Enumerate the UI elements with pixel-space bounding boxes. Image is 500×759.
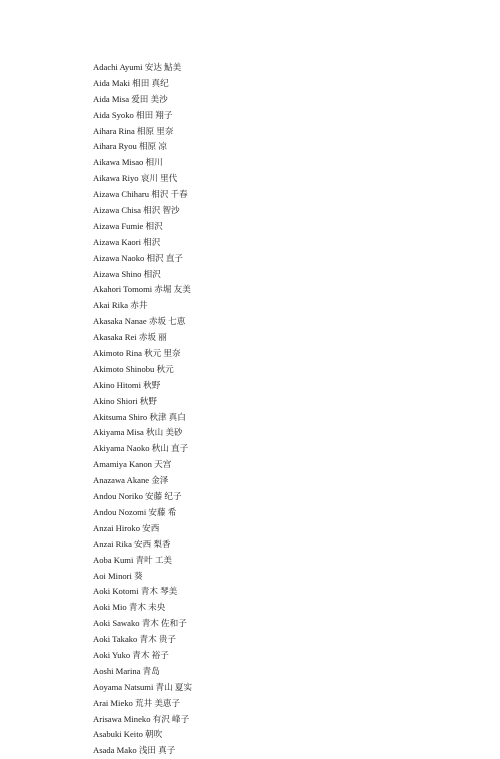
name-entry: Aoi Minori 葵 (93, 570, 143, 581)
name-entry: Aizawa Shino 相沢 (93, 268, 161, 279)
name-entry: Andou Noriko 安藤 纪子 (93, 491, 182, 502)
name-entry: Akai Rika 赤井 (93, 300, 148, 311)
name-entry: Akimoto Shinobu 秋元 (93, 363, 174, 374)
name-entry: Asada Mako 浅田 真子 (93, 745, 176, 756)
name-entry: Akino Hitomi 秋野 (93, 379, 161, 390)
name-entry: Aida Syoko 相田 翔子 (93, 109, 173, 120)
name-entry: Akino Shiori 秋野 (93, 395, 157, 406)
name-entry: Aoki Takako 青木 贵子 (93, 634, 177, 645)
name-entry: Akitsuma Shiro 秋津 真白 (93, 411, 186, 422)
name-entry: Anzai Rika 安西 梨香 (93, 538, 171, 549)
name-entry: Aizawa Kaori 相沢 (93, 236, 161, 247)
name-entry: Aikawa Misao 相川 (93, 157, 163, 168)
name-entry: Aoki Mio 青木 未央 (93, 602, 166, 613)
name-entry: Anzai Hiroko 安西 (93, 522, 160, 533)
name-entry: Andou Nozomi 安藤 希 (93, 506, 177, 517)
name-entry: Aoki Yuko 青木 裕子 (93, 649, 169, 660)
name-entry: Aoki Kotomi 青木 琴美 (93, 586, 178, 597)
name-entry: Arai Mieko 荒井 美恵子 (93, 697, 181, 708)
name-entry: Aihara Ryou 相原 凉 (93, 141, 167, 152)
name-entry: Aizawa Chisa 相沢 智沙 (93, 205, 180, 216)
name-entry: Akasaka Nanae 赤坂 七恵 (93, 316, 186, 327)
name-entry: Aida Maki 相田 真纪 (93, 77, 169, 88)
name-entry: Akahori Tomomi 赤堀 友美 (93, 284, 191, 295)
name-entry: Akasaka Rei 赤坂 丽 (93, 332, 167, 343)
name-entry: Akiyama Naoko 秋山 直子 (93, 443, 189, 454)
name-entry: Akiyama Misa 秋山 美砂 (93, 427, 183, 438)
name-entry: Aihara Rina 相原 里奈 (93, 125, 174, 136)
name-entry: Aoba Kumi 青叶 工美 (93, 554, 173, 565)
name-entry: Aizawa Naoko 相沢 直子 (93, 252, 183, 263)
name-entry: Aoki Sawako 青木 佐和子 (93, 618, 187, 629)
name-entry: Aizawa Fumie 相沢 (93, 220, 163, 231)
name-entry: Adachi Ayumi 安达 鮎美 (93, 62, 182, 72)
name-entry: Akimoto Rina 秋元 里奈 (93, 348, 181, 359)
name-entry: Aida Misa 爱田 美沙 (93, 93, 168, 104)
name-entry: Aikawa Riyo 哀川 里代 (93, 173, 178, 184)
name-entry: Amamiya Kanon 天宫 (93, 459, 172, 470)
name-entry: Arisawa Mineko 有沢 峰子 (93, 713, 190, 724)
name-entry: Anazawa Akane 金泽 (93, 475, 169, 486)
name-entry: Aoyama Natsumi 青山 夏实 (93, 681, 193, 692)
name-list (93, 60, 192, 759)
name-entry: Asabuki Keito 朝吹 (93, 729, 163, 740)
name-entry: Aoshi Marina 青岛 (93, 665, 160, 676)
name-entry: Aizawa Chiharu 相沢 千春 (93, 189, 188, 200)
